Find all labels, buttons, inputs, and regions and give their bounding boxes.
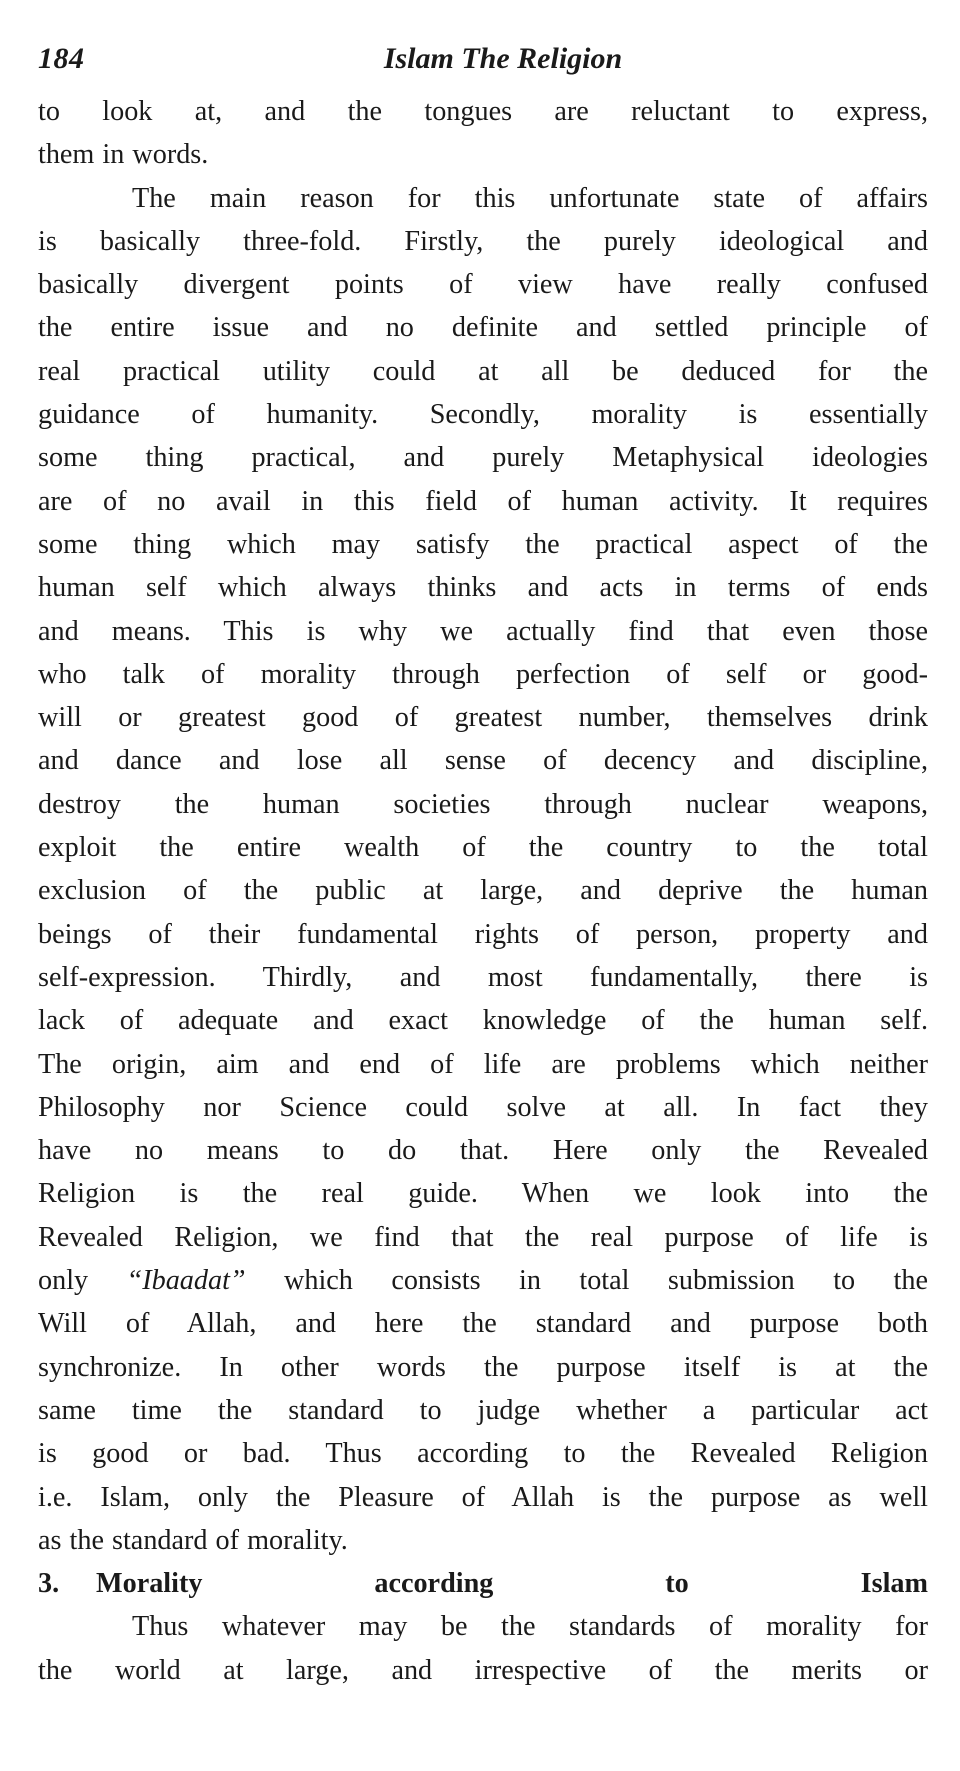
text-line: Religion is the real guide. When we look into the (38, 1178, 928, 1210)
text-line: The origin, aim and end of life are problems which neither (38, 1048, 928, 1080)
text-line: and dance and lose all sense of decency and discipline, (38, 745, 928, 777)
text-line: some thing which may satisfy the practical aspect of the (38, 528, 928, 560)
text-line: are of no avail in this field of human activity. It requires (38, 485, 928, 517)
text-line: the world at large, and irrespective of the merits or (38, 1654, 928, 1686)
text-line: Revealed Religion, we find that the real purpose of life is (38, 1221, 928, 1253)
text-line: some thing practical, and purely Metaphysical ideologies (38, 442, 928, 474)
running-title: Islam The Religion (383, 42, 623, 75)
text-line: the entire issue and no definite and settled principle of (38, 312, 928, 344)
text-line: synchronize. In other words the purpose itself is at the (38, 1351, 928, 1383)
text-line: i.e. Islam, only the Pleasure of Allah is the purpose as well (38, 1481, 928, 1513)
text-fragment: only (38, 1265, 127, 1297)
section-number: 3. (38, 1568, 60, 1600)
section-heading (38, 1562, 928, 1605)
text-line: Philosophy nor Science could solve at all. In fact they (38, 1091, 928, 1123)
section-title: Morality according to Islam (96, 1568, 928, 1600)
text-line: as the standard of morality. (38, 1524, 348, 1556)
ibaadat-term: “Ibaadat” (126, 1265, 246, 1297)
text-line: guidance of humanity. Secondly, morality is essentially (38, 399, 928, 431)
text-line: destroy the human societies through nuclear weapons, (38, 788, 928, 820)
text-line-ibaadat (38, 1259, 928, 1302)
text-line: lack of adequate and exact knowledge of the human self. (38, 1005, 928, 1037)
text-line: them in words. (38, 139, 209, 171)
text-fragment: which consists in total submission to the (245, 1265, 928, 1297)
text-line: is good or bad. Thus according to the Revealed Religion (38, 1438, 928, 1470)
text-line: have no means to do that. Here only the Revealed (38, 1135, 928, 1167)
book-page (38, 0, 928, 1692)
paragraph-continuation (38, 90, 928, 177)
text-line: same time the standard to judge whether a particular act (38, 1394, 928, 1426)
text-line: will or greatest good of greatest number, themselves drink (38, 702, 928, 734)
text-line: basically divergent points of view have really confused (38, 269, 928, 301)
paragraph-section-3 (38, 1605, 928, 1692)
page-number: 184 (38, 42, 85, 75)
text-line: beings of their fundamental rights of person, property and (38, 918, 928, 950)
page-header (38, 0, 928, 90)
text-line: Thus whatever may be the standards of morality for (132, 1611, 928, 1643)
text-line: real practical utility could at all be deduced for the (38, 355, 928, 387)
text-line: self-expression. Thirdly, and most fundamentally, there is (38, 961, 928, 993)
page-body (38, 90, 928, 1692)
text-line: to look at, and the tongues are reluctant to express, (38, 96, 928, 127)
text-line: and means. This is why we actually find that even those (38, 615, 928, 647)
text-line: who talk of morality through perfection of self or good- (38, 658, 928, 690)
paragraph-main-reason (38, 177, 928, 1563)
text-line: The main reason for this unfortunate state of affairs (132, 182, 928, 214)
text-line: Will of Allah, and here the standard and purpose both (38, 1308, 928, 1340)
text-line: human self which always thinks and acts in terms of ends (38, 572, 928, 604)
text-line: is basically three-fold. Firstly, the purely ideological and (38, 225, 928, 257)
text-line: exploit the entire wealth of the country to the total (38, 832, 928, 864)
text-line: exclusion of the public at large, and deprive the human (38, 875, 928, 907)
